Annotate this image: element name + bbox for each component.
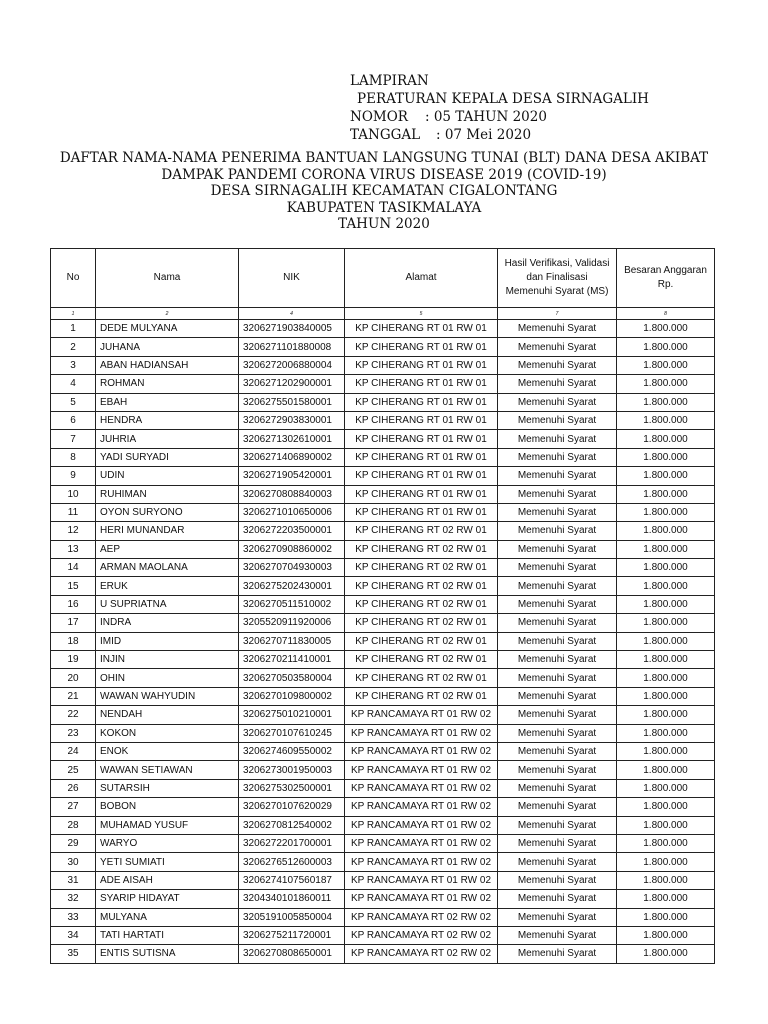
verification-status: Memenuhi Syarat	[498, 816, 617, 834]
budget-amount: 1.800.000	[617, 761, 715, 779]
header-hasil-verifikasi: Hasil Verifikasi, Validasi dan Finalisasi Memenuhi Syarat (MS)	[498, 249, 617, 308]
address: KP CIHERANG RT 01 RW 01	[345, 375, 498, 393]
recipient-name: ARMAN MAOLANA	[96, 559, 239, 577]
budget-amount: 1.800.000	[617, 890, 715, 908]
recipient-name: ENOK	[96, 742, 239, 760]
nik-number: 3206274609550002	[239, 742, 345, 760]
verification-status: Memenuhi Syarat	[498, 320, 617, 338]
recipient-name: RUHIMAN	[96, 485, 239, 503]
budget-amount: 1.800.000	[617, 632, 715, 650]
nomor-value: : 05 TAHUN 2020	[425, 109, 547, 125]
row-number: 3	[51, 356, 96, 374]
nik-number: 3206270808840003	[239, 485, 345, 503]
nik-number: 3206275501580001	[239, 393, 345, 411]
address: KP CIHERANG RT 02 RW 01	[345, 559, 498, 577]
column-number: 5	[345, 308, 498, 320]
table-row	[51, 742, 715, 760]
budget-amount: 1.800.000	[617, 816, 715, 834]
nomor-label: NOMOR	[350, 109, 408, 125]
verification-status: Memenuhi Syarat	[498, 853, 617, 871]
budget-amount: 1.800.000	[617, 503, 715, 521]
verification-status: Memenuhi Syarat	[498, 485, 617, 503]
recipient-name: ABAN HADIANSAH	[96, 356, 239, 374]
title-line-1: DAFTAR NAMA-NAMA PENERIMA BANTUAN LANGSUNG TUNAI (BLT) DANA DESA AKIBAT	[59, 150, 709, 166]
nik-number: 3206270908860002	[239, 540, 345, 558]
column-number: 7	[498, 308, 617, 320]
row-number: 18	[51, 632, 96, 650]
row-number: 15	[51, 577, 96, 595]
row-number: 23	[51, 724, 96, 742]
budget-amount: 1.800.000	[617, 798, 715, 816]
table-row	[51, 945, 715, 963]
nik-number: 3206271302610001	[239, 430, 345, 448]
regulation-title: PERATURAN KEPALA DESA SIRNAGALIH	[357, 91, 649, 107]
table-row	[51, 595, 715, 613]
address: KP RANCAMAYA RT 02 RW 02	[345, 926, 498, 944]
address: KP CIHERANG RT 02 RW 01	[345, 540, 498, 558]
column-number: 8	[617, 308, 715, 320]
verification-status: Memenuhi Syarat	[498, 503, 617, 521]
row-number: 27	[51, 798, 96, 816]
table-row	[51, 706, 715, 724]
address: KP RANCAMAYA RT 01 RW 02	[345, 798, 498, 816]
nik-number: 3206271406890002	[239, 448, 345, 466]
budget-amount: 1.800.000	[617, 595, 715, 613]
verification-status: Memenuhi Syarat	[498, 651, 617, 669]
address: KP RANCAMAYA RT 01 RW 02	[345, 890, 498, 908]
budget-amount: 1.800.000	[617, 430, 715, 448]
tanggal-value: : 07 Mei 2020	[436, 127, 532, 143]
recipient-name: ENTIS SUTISNA	[96, 945, 239, 963]
lampiran-label: LAMPIRAN	[350, 73, 429, 89]
row-number: 5	[51, 393, 96, 411]
address: KP CIHERANG RT 02 RW 01	[345, 651, 498, 669]
address: KP CIHERANG RT 02 RW 01	[345, 669, 498, 687]
recipient-table	[50, 248, 715, 964]
row-number: 28	[51, 816, 96, 834]
row-number: 13	[51, 540, 96, 558]
document-title	[0, 150, 768, 233]
nik-number: 3206270808650001	[239, 945, 345, 963]
header-nama: Nama	[96, 249, 239, 308]
row-number: 12	[51, 522, 96, 540]
table-row	[51, 834, 715, 852]
row-number: 24	[51, 742, 96, 760]
table-body	[51, 320, 715, 964]
table-row	[51, 375, 715, 393]
address: KP RANCAMAYA RT 02 RW 02	[345, 908, 498, 926]
table-row	[51, 430, 715, 448]
nik-number: 3206270511510002	[239, 595, 345, 613]
table-row	[51, 577, 715, 595]
row-number: 33	[51, 908, 96, 926]
address: KP CIHERANG RT 01 RW 01	[345, 467, 498, 485]
verification-status: Memenuhi Syarat	[498, 338, 617, 356]
nik-number: 3206272006880004	[239, 356, 345, 374]
nik-number: 3206274107560187	[239, 871, 345, 889]
column-number: 2	[96, 308, 239, 320]
table-row	[51, 411, 715, 429]
recipient-name: ERUK	[96, 577, 239, 595]
column-number: 1	[51, 308, 96, 320]
verification-status: Memenuhi Syarat	[498, 779, 617, 797]
nik-number: 3206275010210001	[239, 706, 345, 724]
budget-amount: 1.800.000	[617, 522, 715, 540]
verification-status: Memenuhi Syarat	[498, 890, 617, 908]
address: KP CIHERANG RT 01 RW 01	[345, 448, 498, 466]
table-row	[51, 798, 715, 816]
row-number: 17	[51, 614, 96, 632]
verification-status: Memenuhi Syarat	[498, 632, 617, 650]
address: KP RANCAMAYA RT 01 RW 02	[345, 779, 498, 797]
row-number: 22	[51, 706, 96, 724]
row-number: 20	[51, 669, 96, 687]
address: KP RANCAMAYA RT 01 RW 02	[345, 871, 498, 889]
table-row	[51, 393, 715, 411]
budget-amount: 1.800.000	[617, 706, 715, 724]
verification-status: Memenuhi Syarat	[498, 595, 617, 613]
table-row	[51, 853, 715, 871]
recipient-name: AEP	[96, 540, 239, 558]
recipient-name: EBAH	[96, 393, 239, 411]
budget-amount: 1.800.000	[617, 687, 715, 705]
header-alamat: Alamat	[345, 249, 498, 308]
budget-amount: 1.800.000	[617, 356, 715, 374]
address: KP RANCAMAYA RT 01 RW 02	[345, 834, 498, 852]
nik-number: 3206271010650006	[239, 503, 345, 521]
address: KP RANCAMAYA RT 01 RW 02	[345, 706, 498, 724]
verification-status: Memenuhi Syarat	[498, 945, 617, 963]
recipient-name: JUHRIA	[96, 430, 239, 448]
address: KP RANCAMAYA RT 01 RW 02	[345, 742, 498, 760]
nik-number: 3206270107610245	[239, 724, 345, 742]
table-row	[51, 448, 715, 466]
budget-amount: 1.800.000	[617, 411, 715, 429]
column-number-row	[51, 308, 715, 320]
verification-status: Memenuhi Syarat	[498, 908, 617, 926]
table-row	[51, 485, 715, 503]
recipient-name: WAWAN SETIAWAN	[96, 761, 239, 779]
recipient-name: SUTARSIH	[96, 779, 239, 797]
address: KP RANCAMAYA RT 01 RW 02	[345, 853, 498, 871]
address: KP CIHERANG RT 02 RW 01	[345, 595, 498, 613]
recipient-name: OYON SURYONO	[96, 503, 239, 521]
recipient-name: MUHAMAD YUSUF	[96, 816, 239, 834]
row-number: 30	[51, 853, 96, 871]
address: KP CIHERANG RT 02 RW 01	[345, 577, 498, 595]
budget-amount: 1.800.000	[617, 926, 715, 944]
verification-status: Memenuhi Syarat	[498, 467, 617, 485]
budget-amount: 1.800.000	[617, 853, 715, 871]
recipient-name: OHIN	[96, 669, 239, 687]
recipient-name: U SUPRIATNA	[96, 595, 239, 613]
address: KP CIHERANG RT 02 RW 01	[345, 614, 498, 632]
nik-number: 3206272903830001	[239, 411, 345, 429]
table-row	[51, 890, 715, 908]
nik-number: 3206271101880008	[239, 338, 345, 356]
address: KP CIHERANG RT 02 RW 01	[345, 632, 498, 650]
budget-amount: 1.800.000	[617, 467, 715, 485]
nik-number: 3206271905420001	[239, 467, 345, 485]
nomor-line	[350, 108, 649, 126]
header-nik: NIK	[239, 249, 345, 308]
address: KP CIHERANG RT 01 RW 01	[345, 411, 498, 429]
title-line-3: DESA SIRNAGALIH KECAMATAN CIGALONTANG	[210, 183, 558, 199]
recipient-name: MULYANA	[96, 908, 239, 926]
verification-status: Memenuhi Syarat	[498, 559, 617, 577]
row-number: 21	[51, 687, 96, 705]
row-number: 7	[51, 430, 96, 448]
recipient-name: YADI SURYADI	[96, 448, 239, 466]
table-row	[51, 503, 715, 521]
nik-number: 3206275202430001	[239, 577, 345, 595]
row-number: 31	[51, 871, 96, 889]
table-row	[51, 338, 715, 356]
budget-amount: 1.800.000	[617, 577, 715, 595]
table-row	[51, 356, 715, 374]
verification-status: Memenuhi Syarat	[498, 540, 617, 558]
verification-status: Memenuhi Syarat	[498, 614, 617, 632]
row-number: 26	[51, 779, 96, 797]
budget-amount: 1.800.000	[617, 485, 715, 503]
verification-status: Memenuhi Syarat	[498, 834, 617, 852]
address: KP CIHERANG RT 01 RW 01	[345, 503, 498, 521]
table-row	[51, 687, 715, 705]
budget-amount: 1.800.000	[617, 724, 715, 742]
lampiran-block	[350, 72, 649, 144]
row-number: 9	[51, 467, 96, 485]
table-row	[51, 559, 715, 577]
nik-number: 3206275211720001	[239, 926, 345, 944]
budget-amount: 1.800.000	[617, 779, 715, 797]
verification-status: Memenuhi Syarat	[498, 577, 617, 595]
recipient-name: BOBON	[96, 798, 239, 816]
budget-amount: 1.800.000	[617, 375, 715, 393]
nik-number: 3206272203500001	[239, 522, 345, 540]
recipient-name: JUHANA	[96, 338, 239, 356]
nik-number: 3206270503580004	[239, 669, 345, 687]
header-no: No	[51, 249, 96, 308]
table-row	[51, 632, 715, 650]
verification-status: Memenuhi Syarat	[498, 356, 617, 374]
recipient-name: WAWAN WAHYUDIN	[96, 687, 239, 705]
table-row	[51, 467, 715, 485]
address: KP RANCAMAYA RT 01 RW 02	[345, 816, 498, 834]
row-number: 10	[51, 485, 96, 503]
budget-amount: 1.800.000	[617, 320, 715, 338]
address: KP CIHERANG RT 01 RW 01	[345, 356, 498, 374]
verification-status: Memenuhi Syarat	[498, 687, 617, 705]
tanggal-label: TANGGAL	[350, 127, 421, 143]
recipient-name: UDIN	[96, 467, 239, 485]
nik-number: 3206270211410001	[239, 651, 345, 669]
nik-number: 3206273001950003	[239, 761, 345, 779]
verification-status: Memenuhi Syarat	[498, 798, 617, 816]
budget-amount: 1.800.000	[617, 834, 715, 852]
column-number: 4	[239, 308, 345, 320]
recipient-name: NENDAH	[96, 706, 239, 724]
address: KP RANCAMAYA RT 02 RW 02	[345, 945, 498, 963]
row-number: 25	[51, 761, 96, 779]
table-header-row	[51, 249, 715, 308]
recipient-name: SYARIP HIDAYAT	[96, 890, 239, 908]
recipient-name: INDRA	[96, 614, 239, 632]
nik-number: 3206270109800002	[239, 687, 345, 705]
budget-amount: 1.800.000	[617, 871, 715, 889]
address: KP CIHERANG RT 02 RW 01	[345, 522, 498, 540]
title-line-5: TAHUN 2020	[338, 216, 430, 232]
nik-number: 3206270711830005	[239, 632, 345, 650]
row-number: 35	[51, 945, 96, 963]
nik-number: 3204340101860011	[239, 890, 345, 908]
table-row	[51, 779, 715, 797]
nik-number: 3205191005850004	[239, 908, 345, 926]
address: KP CIHERANG RT 02 RW 01	[345, 687, 498, 705]
recipient-name: IMID	[96, 632, 239, 650]
recipient-name: HERI MUNANDAR	[96, 522, 239, 540]
row-number: 14	[51, 559, 96, 577]
budget-amount: 1.800.000	[617, 448, 715, 466]
address: KP CIHERANG RT 01 RW 01	[345, 485, 498, 503]
recipient-name: INJIN	[96, 651, 239, 669]
table-row	[51, 871, 715, 889]
verification-status: Memenuhi Syarat	[498, 393, 617, 411]
nik-number: 3206270107620029	[239, 798, 345, 816]
budget-amount: 1.800.000	[617, 540, 715, 558]
recipient-name: HENDRA	[96, 411, 239, 429]
budget-amount: 1.800.000	[617, 742, 715, 760]
table-row	[51, 320, 715, 338]
table-row	[51, 522, 715, 540]
recipient-name: ROHMAN	[96, 375, 239, 393]
header-besaran-anggaran: Besaran Anggaran Rp.	[617, 249, 715, 308]
table-row	[51, 669, 715, 687]
table-row	[51, 540, 715, 558]
nik-number: 3205520911920006	[239, 614, 345, 632]
verification-status: Memenuhi Syarat	[498, 430, 617, 448]
row-number: 1	[51, 320, 96, 338]
nik-number: 3206275302500001	[239, 779, 345, 797]
table-row	[51, 926, 715, 944]
nik-number: 3206270812540002	[239, 816, 345, 834]
nik-number: 3206271903840005	[239, 320, 345, 338]
row-number: 6	[51, 411, 96, 429]
table-row	[51, 651, 715, 669]
address: KP CIHERANG RT 01 RW 01	[345, 320, 498, 338]
table-row	[51, 724, 715, 742]
table-row	[51, 816, 715, 834]
address: KP CIHERANG RT 01 RW 01	[345, 430, 498, 448]
nik-number: 3206271202900001	[239, 375, 345, 393]
tanggal-line	[350, 126, 649, 144]
row-number: 8	[51, 448, 96, 466]
row-number: 4	[51, 375, 96, 393]
table-row	[51, 908, 715, 926]
verification-status: Memenuhi Syarat	[498, 669, 617, 687]
budget-amount: 1.800.000	[617, 908, 715, 926]
address: KP RANCAMAYA RT 01 RW 02	[345, 761, 498, 779]
recipient-name: WARYO	[96, 834, 239, 852]
row-number: 34	[51, 926, 96, 944]
row-number: 32	[51, 890, 96, 908]
recipient-name: DEDE MULYANA	[96, 320, 239, 338]
row-number: 2	[51, 338, 96, 356]
verification-status: Memenuhi Syarat	[498, 926, 617, 944]
budget-amount: 1.800.000	[617, 651, 715, 669]
verification-status: Memenuhi Syarat	[498, 871, 617, 889]
nik-number: 3206270704930003	[239, 559, 345, 577]
budget-amount: 1.800.000	[617, 669, 715, 687]
address: KP CIHERANG RT 01 RW 01	[345, 338, 498, 356]
table-row	[51, 614, 715, 632]
recipient-name: TATI HARTATI	[96, 926, 239, 944]
verification-status: Memenuhi Syarat	[498, 522, 617, 540]
row-number: 11	[51, 503, 96, 521]
address: KP CIHERANG RT 01 RW 01	[345, 393, 498, 411]
recipient-name: YETI SUMIATI	[96, 853, 239, 871]
row-number: 29	[51, 834, 96, 852]
recipient-name: ADE AISAH	[96, 871, 239, 889]
address: KP RANCAMAYA RT 01 RW 02	[345, 724, 498, 742]
recipient-name: KOKON	[96, 724, 239, 742]
budget-amount: 1.800.000	[617, 338, 715, 356]
verification-status: Memenuhi Syarat	[498, 375, 617, 393]
nik-number: 3206272201700001	[239, 834, 345, 852]
verification-status: Memenuhi Syarat	[498, 724, 617, 742]
title-line-4: KABUPATEN TASIKMALAYA	[286, 199, 482, 216]
budget-amount: 1.800.000	[617, 614, 715, 632]
table-row	[51, 761, 715, 779]
row-number: 19	[51, 651, 96, 669]
budget-amount: 1.800.000	[617, 945, 715, 963]
verification-status: Memenuhi Syarat	[498, 411, 617, 429]
nik-number: 3206276512600003	[239, 853, 345, 871]
verification-status: Memenuhi Syarat	[498, 706, 617, 724]
verification-status: Memenuhi Syarat	[498, 761, 617, 779]
verification-status: Memenuhi Syarat	[498, 742, 617, 760]
budget-amount: 1.800.000	[617, 393, 715, 411]
row-number: 16	[51, 595, 96, 613]
title-line-2: DAMPAK PANDEMI CORONA VIRUS DISEASE 2019 (COVID-19)	[161, 166, 607, 183]
verification-status: Memenuhi Syarat	[498, 448, 617, 466]
budget-amount: 1.800.000	[617, 559, 715, 577]
